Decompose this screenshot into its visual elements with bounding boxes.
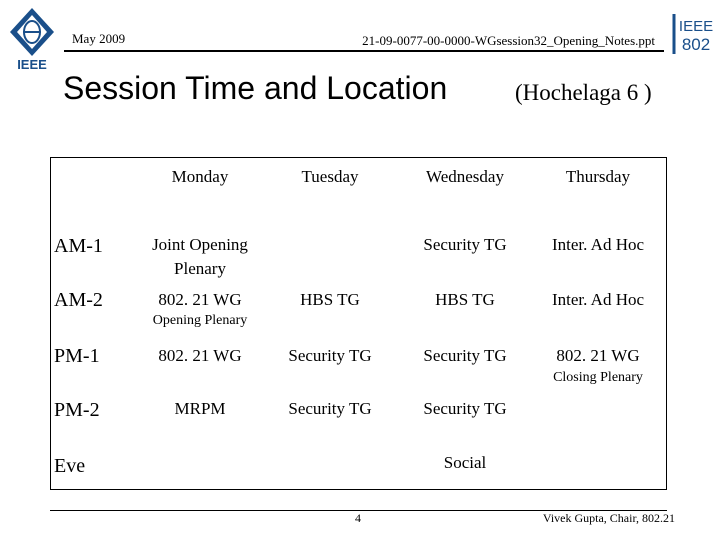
row-label-am2: AM-2 <box>54 289 103 311</box>
cell-pm1-thursday-sub: Closing Plenary <box>553 370 643 385</box>
logo-802-top-text: IEEE <box>678 18 714 35</box>
page-title: Session Time and Location <box>63 70 448 106</box>
header-document-id: 21-09-0077-00-0000-WGsession32_Opening_Notes.ppt <box>362 33 655 48</box>
cell-am1-monday: Joint Opening <box>152 235 248 254</box>
cell-am2-thursday: Inter. Ad Hoc <box>551 290 645 309</box>
col-header-thursday: Thursday <box>565 167 631 186</box>
page-subtitle: (Hochelaga 6 ) <box>515 80 652 105</box>
header-rule <box>64 50 664 52</box>
ieee-logo-text: IEEE <box>17 57 47 72</box>
logo-802-bottom-text: 802 <box>681 35 711 54</box>
cell-pm2-tuesday: Security TG <box>288 399 372 418</box>
footer-author: Vivek Gupta, Chair, 802.21 <box>542 511 675 525</box>
cell-pm1-thursday: 802. 21 WG <box>556 346 640 365</box>
ieee-802-logo <box>670 12 714 56</box>
cell-am2-monday: 802. 21 WG <box>158 290 242 309</box>
cell-am2-tuesday: HBS TG <box>300 290 360 309</box>
cell-pm1-monday: 802. 21 WG <box>158 346 242 365</box>
cell-pm2-wednesday: Security TG <box>423 399 507 418</box>
cell-pm2-monday: MRPM <box>174 399 226 418</box>
schedule-table <box>50 157 667 490</box>
footer-page-number: 4 <box>355 511 361 525</box>
col-header-monday: Monday <box>171 167 229 186</box>
row-label-pm2: PM-2 <box>54 399 100 421</box>
header-date: May 2009 <box>72 31 126 46</box>
row-label-pm1: PM-1 <box>54 345 100 367</box>
col-header-tuesday: Tuesday <box>301 167 359 186</box>
row-label-am1: AM-1 <box>54 235 103 257</box>
col-header-wednesday: Wednesday <box>426 167 504 186</box>
cell-am2-monday-sub: Opening Plenary <box>152 313 248 328</box>
cell-eve-wednesday: Social <box>443 453 487 472</box>
cell-pm1-tuesday: Security TG <box>288 346 372 365</box>
cell-pm1-wednesday: Security TG <box>423 346 507 365</box>
row-label-eve: Eve <box>54 455 86 477</box>
cell-am2-wednesday: HBS TG <box>435 290 495 309</box>
cell-am1-monday-line2: Plenary <box>174 259 226 278</box>
cell-am1-thursday: Inter. Ad Hoc <box>551 235 645 254</box>
ieee-logo <box>6 6 58 72</box>
cell-am1-wednesday: Security TG <box>423 235 507 254</box>
